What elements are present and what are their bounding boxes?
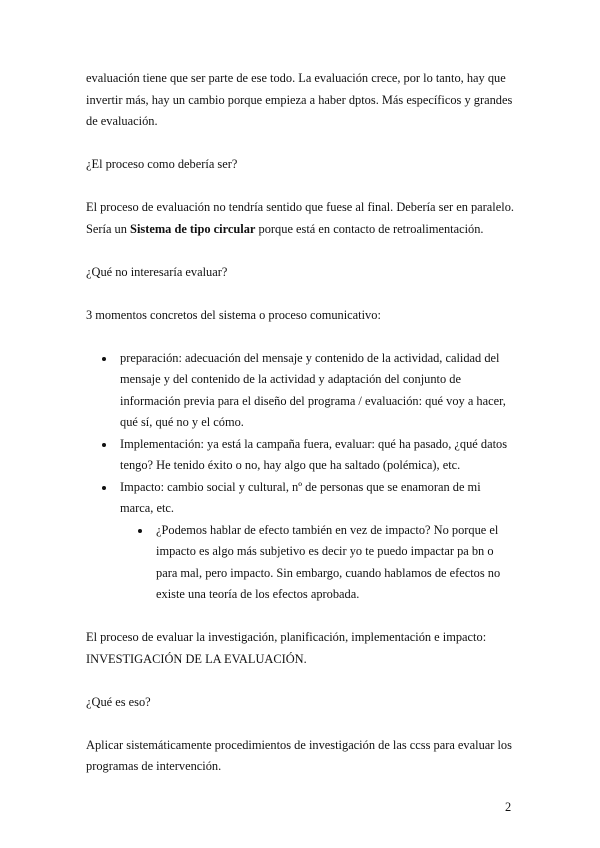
list-item: Implementación: ya está la campaña fuera, evaluar: qué ha pasado, ¿qué datos tengo? He tenido éxito o no, hay algo que ha saltado (polémica), etc. xyxy=(120,434,516,477)
paragraph-process xyxy=(86,197,516,240)
bold-term: Sistema de tipo circular xyxy=(130,221,256,236)
sub-list-item: ¿Podemos hablar de efecto también en vez de impacto? No porque el impacto es algo más subjetivo es decir yo te puedo impactar pa bn o para mal, pero impacto. Sin embargo, cuando hablamos de efectos no existe una teoría de los efectos aprobada. xyxy=(156,520,516,606)
question-process: ¿El proceso como debería ser? xyxy=(86,157,238,171)
paragraph-process-text-b: porque está en contacto de retroalimentación. xyxy=(255,221,484,236)
paragraph-process-text-a: El proceso de evaluación no tendría sentido que fuese al final. Debería ser en paralelo. Sería un xyxy=(86,200,514,236)
sub-bullet-list xyxy=(120,520,516,606)
paragraph-definition: Aplicar sistemáticamente procedimientos de investigación de las ccss para evaluar los programas de intervención. xyxy=(86,737,512,773)
question-not-evaluate: ¿Qué no interesaría evaluar? xyxy=(86,264,228,279)
paragraph-evaluation-research: El proceso de evaluar la investigación, planificación, implementación e impacto: INVESTIGACIÓN DE LA EVALUACIÓN. xyxy=(86,630,487,666)
list-item-text: Impacto: cambio social y cultural, nº de personas que se enamoran de mi marca, etc. xyxy=(120,479,481,515)
page-number: 2 xyxy=(505,800,512,814)
bullet-list xyxy=(86,348,516,606)
paragraph-moments: 3 momentos concretos del sistema o proceso comunicativo: xyxy=(86,307,381,322)
paragraph-intro: evaluación tiene que ser parte de ese todo. La evaluación crece, por lo tanto, hay que invertir más, hay un cambio porque empieza a haber dptos. Más específicos y grandes de evaluación. xyxy=(86,71,513,128)
question-what-is: ¿Qué es eso? xyxy=(86,694,151,709)
list-item xyxy=(120,477,516,606)
page-content xyxy=(86,68,516,778)
list-item: preparación: adecuación del mensaje y contenido de la actividad, calidad del mensaje y del contenido de la actividad y adaptación del conjunto de información previa para el diseño del programa / evaluación: qué voy a hacer, qué sí, qué no y el cómo. xyxy=(120,348,516,434)
